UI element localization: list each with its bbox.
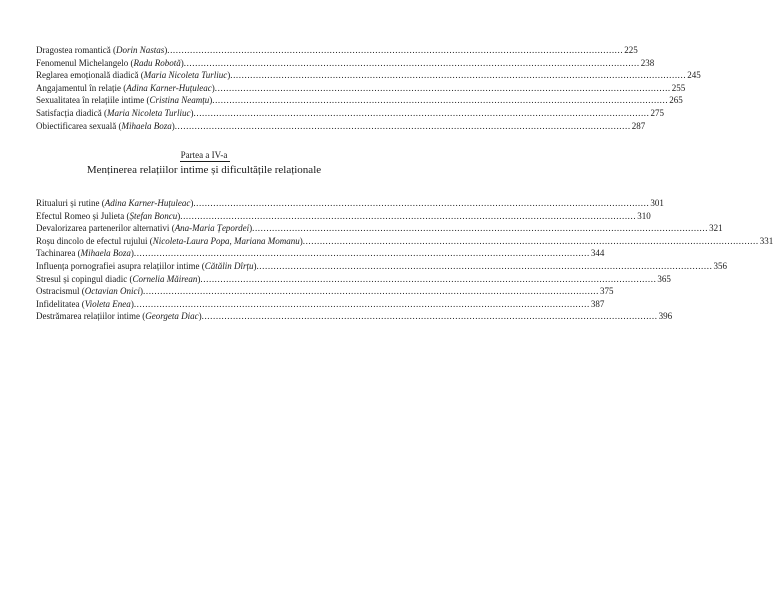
entry-title: Devalorizarea partenerilor alternativi: [36, 223, 170, 234]
entry-author: Violeta Enea: [84, 298, 131, 309]
part-label-underline: [180, 161, 230, 162]
entry-title: Reglarea emoțională diadică: [36, 70, 139, 81]
entry-title: Destrămarea relațiilor intime: [36, 311, 140, 322]
toc-entry: Infidelitatea (Violeta Enea) ..... 387: [36, 298, 372, 311]
entry-title: Efectul Romeo și Julieta: [36, 210, 125, 221]
entry-page: 365: [657, 273, 671, 284]
entry-page: 321: [709, 223, 723, 234]
entry-author: Cornelia Măirean: [132, 273, 198, 284]
entry-author: Ștefan Boncu: [129, 210, 178, 221]
entry-page: 396: [658, 311, 673, 322]
entry-author: Ana-Maria Țepordei: [174, 223, 250, 234]
toc-entry: Roșu dincolo de efectul rujului (Nicoleta-Laura Popa, Mariana Momanu) ..... 331: [36, 235, 372, 248]
entry-author: Radu Robotă: [133, 57, 181, 68]
entry-title: Ostracismul: [36, 286, 80, 297]
entry-page: 344: [590, 248, 605, 259]
part-label: Partea a IV-a: [180, 150, 228, 160]
leader-dots: [303, 235, 759, 248]
leader-dots: [167, 44, 623, 57]
entry-title: Influența pornografiei asupra relațiilor intime: [36, 260, 200, 271]
leader-dots: [193, 197, 649, 210]
toc-entry: Stresul și copingul diadic (Cornelia Măirean) ..... 365: [36, 273, 372, 286]
leader-dots: [252, 222, 708, 235]
toc-entry: Ostracismul (Octavian Onici) ..... 375: [36, 285, 372, 298]
leader-dots: [200, 273, 656, 286]
entry-title: Ritualuri și rutine: [36, 198, 100, 208]
toc-part4: [36, 197, 773, 323]
entry-author: Adina Karner-Huțuleac: [126, 82, 212, 93]
entry-title: Stresul și copingul diadic: [36, 273, 128, 284]
leader-dots: [230, 69, 686, 82]
entry-author: Adina Karner-Huțuleac: [104, 198, 191, 208]
leader-dots: [202, 310, 658, 323]
entry-page: 275: [650, 107, 664, 118]
entry-author: Mihaela Boza: [121, 120, 172, 131]
toc-entry: Fenomenul Michelangelo (Radu Robotă) ..... 238: [36, 57, 372, 70]
toc-entry: Ritualuri și rutine (Adina Karner-Huțuleac) ..... 301: [36, 197, 372, 210]
leader-dots: [215, 82, 671, 95]
toc-entry: Obiectificarea sexuală (Mihaela Boza) ..... 287: [36, 120, 372, 133]
entry-author: Georgeta Diac: [145, 311, 199, 322]
entry-author: Nicoleta-Laura Popa, Mariana Momanu: [152, 235, 300, 246]
entry-author: Mihaela Boza: [80, 248, 131, 259]
entry-page: 287: [631, 120, 646, 131]
entry-page: 255: [671, 82, 686, 93]
leader-dots: [134, 298, 590, 311]
entry-title: Fenomenul Michelangelo: [36, 57, 129, 68]
toc-section-top: [36, 44, 701, 132]
toc-entry: Influența pornografiei asupra relațiilor intime (Cătălin Dîrțu) ..... 356: [36, 260, 372, 273]
entry-page: 301: [650, 198, 664, 208]
entry-title: Infidelitatea: [36, 298, 80, 309]
entry-author: Cătălin Dîrțu: [204, 260, 254, 271]
toc-entry: Devalorizarea partenerilor alternativi (Ana-Maria Țepordei) ..... 321: [36, 222, 372, 235]
entry-title: Dragostea romantică: [36, 45, 111, 55]
entry-page: 375: [600, 286, 614, 297]
entry-author: Maria Nicoleta Turliuc: [106, 107, 191, 118]
entry-page: 387: [590, 298, 605, 309]
entry-author: Cristina Neamțu: [149, 95, 210, 106]
entry-title: Obiectificarea sexuală: [36, 120, 117, 131]
leader-dots: [143, 285, 599, 298]
entry-author: Dorin Nastas: [115, 45, 165, 55]
entry-title: Sexualitatea în relațiile intime: [36, 95, 145, 106]
entry-author: Maria Nicoleta Turliuc: [143, 70, 228, 81]
entry-page: 310: [637, 210, 651, 221]
toc-entry: Destrămarea relațiilor intime (Georgeta Diac) ..... 396: [36, 310, 372, 323]
part-title: Menținerea relațiilor intime și dificultățile relaționale: [86, 164, 322, 176]
toc-entry: Reglarea emoțională diadică (Maria Nicoleta Turliuc) ..... 245: [36, 69, 372, 82]
toc-entry: Efectul Romeo și Julieta (Ștefan Boncu) ..... 310: [36, 210, 372, 223]
entry-page: 331: [759, 235, 773, 246]
entry-title: Satisfacția diadică: [36, 107, 102, 118]
toc-entry: Angajamentul în relație (Adina Karner-Huțuleac) ..... 255: [36, 82, 372, 95]
leader-dots: [180, 210, 636, 223]
entry-page: 245: [687, 70, 701, 81]
entry-page: 225: [624, 45, 638, 55]
entry-title: Tachinarea: [36, 248, 76, 259]
entry-title: Angajamentul în relație: [36, 82, 121, 93]
entry-author: Octavian Onici: [84, 286, 140, 297]
leader-dots: [184, 57, 640, 70]
entry-page: 238: [640, 57, 655, 68]
leader-dots: [134, 247, 590, 260]
leader-dots: [212, 94, 668, 107]
entry-title: Roșu dincolo de efectul rujului: [36, 235, 148, 246]
leader-dots: [194, 107, 650, 120]
toc-entry: Satisfacția diadică (Maria Nicoleta Turliuc) ..... 275: [36, 107, 372, 120]
entry-page: 356: [713, 260, 727, 271]
toc-entry: Dragostea romantică (Dorin Nastas) ..... 225: [36, 44, 372, 57]
toc-entry: Sexualitatea în relațiile intime (Cristina Neamțu) ..... 265: [36, 94, 372, 107]
leader-dots: [256, 260, 712, 273]
leader-dots: [175, 120, 631, 133]
entry-page: 265: [669, 95, 683, 106]
toc-entry: Tachinarea (Mihaela Boza) ..... 344: [36, 247, 372, 260]
